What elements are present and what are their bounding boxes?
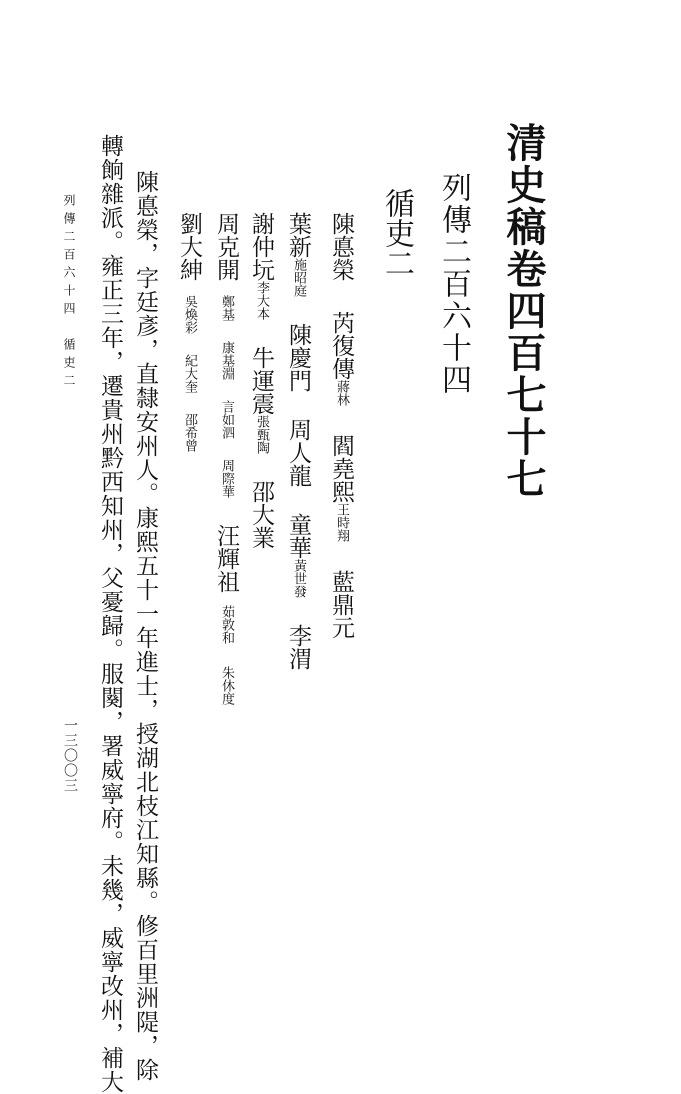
- index-column: [214, 212, 237, 705]
- index-note: 蔣林: [334, 380, 349, 406]
- body-text-column: 轉餉雜派。雍正三年，遷貴州黔西知州，父憂歸。服闋，署威寧府。未幾，威寧改州，補大: [97, 134, 123, 1094]
- index-note: 吳煥彩: [182, 295, 197, 334]
- index-column: [177, 212, 200, 452]
- index-column: [286, 212, 309, 670]
- index-note: 康基淵: [219, 341, 234, 380]
- index-note: 邵希曾: [182, 413, 197, 452]
- index-note: 茹敦和: [219, 605, 234, 644]
- chapter-subtitle: 列傳二百六十四: [436, 172, 471, 396]
- book-title: 清史稿卷四百七十七: [500, 122, 547, 500]
- index-name: 周人龍: [285, 418, 311, 487]
- index-name: 陳慶門: [285, 323, 311, 392]
- index-name: 閻堯熙: [328, 434, 354, 503]
- page-number: 一三〇〇三: [62, 718, 78, 793]
- index-name: 李渭: [285, 624, 311, 670]
- index-name: 汪輝祖: [213, 524, 239, 593]
- index-note: 李大本: [254, 281, 269, 320]
- index-note: 紀大奎: [182, 354, 197, 393]
- index-column: [329, 212, 352, 639]
- index-name: 芮復傳: [328, 311, 354, 380]
- index-name: 童華: [285, 513, 311, 559]
- index-name: 牛運震: [248, 346, 274, 415]
- body-text-column: 陳悳榮，字廷彥，直隸安州人。康熙五十一年進士，授湖北枝江知縣。修百里洲隄，除: [132, 170, 158, 1082]
- index-note: 王時翔: [334, 503, 349, 542]
- index-name: 陳悳榮: [328, 212, 354, 281]
- index-note: 言如泗: [219, 400, 234, 439]
- index-name: 葉新: [285, 212, 311, 258]
- index-note: 黃世發: [291, 559, 306, 598]
- index-note: 鄭基: [219, 295, 234, 321]
- running-head: 列傳二百六十四 循吏二: [62, 194, 76, 392]
- section-heading: 循吏二: [379, 188, 414, 278]
- index-name: 周克開: [213, 212, 239, 281]
- index-name: 藍鼎元: [328, 570, 354, 639]
- index-note: 施昭庭: [291, 258, 306, 297]
- index-name: 謝仲坃: [248, 212, 274, 281]
- index-column: [249, 212, 272, 549]
- index-note: 張甄陶: [254, 415, 269, 454]
- index-name: 邵大業: [248, 480, 274, 549]
- index-name: 劉大紳: [176, 212, 202, 281]
- index-note: 周際華: [219, 459, 234, 498]
- index-note: 朱休度: [219, 666, 234, 705]
